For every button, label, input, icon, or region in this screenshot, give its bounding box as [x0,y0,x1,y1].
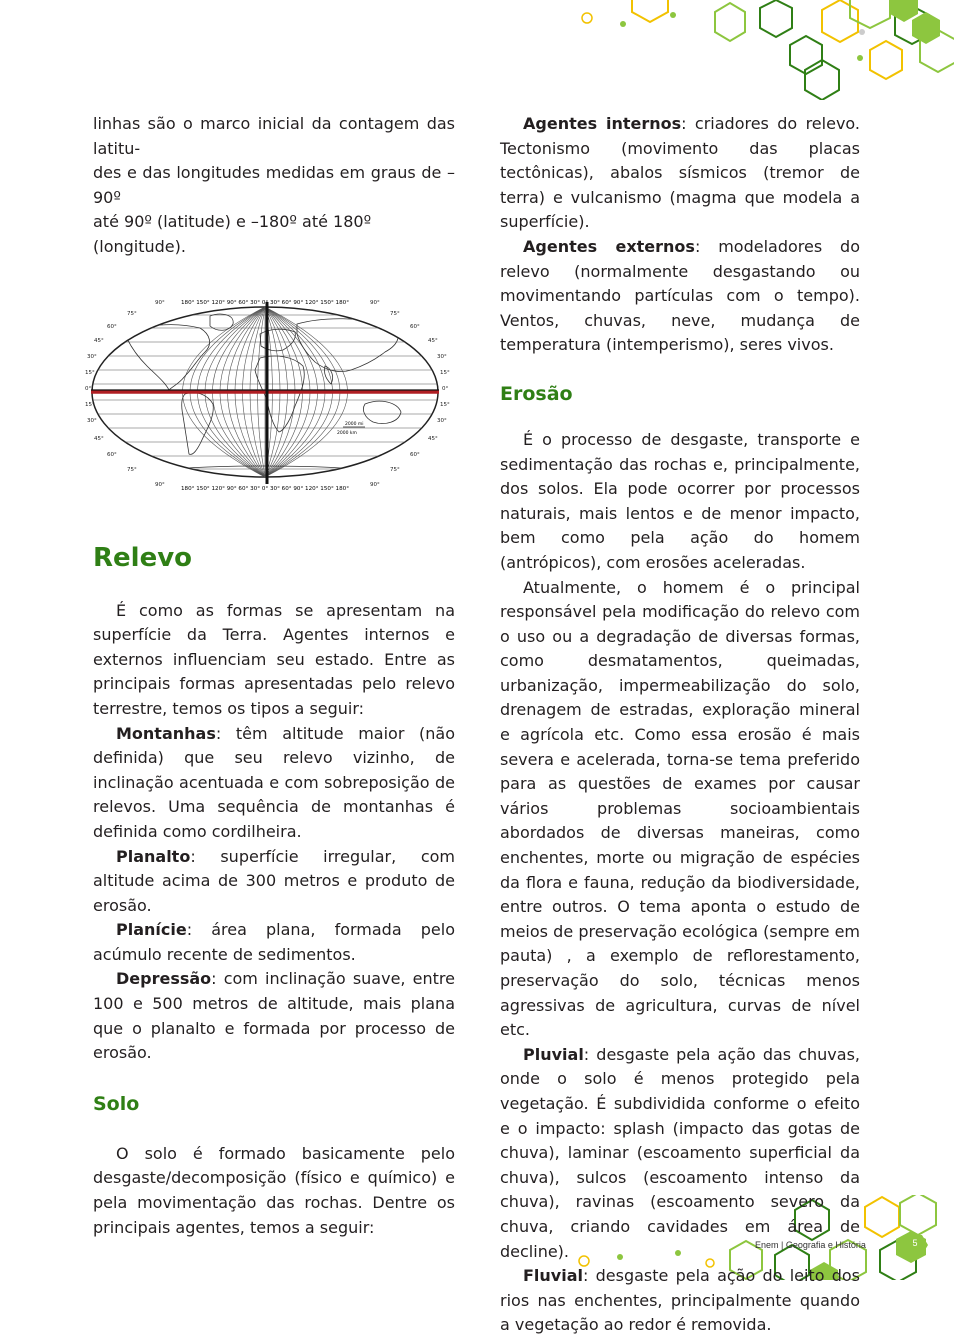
fluvial-term: Fluvial [523,1266,583,1286]
left-column [85,112,455,1240]
lat-left-75: 75° [127,310,137,317]
lat-left-s75: 75° [127,466,137,473]
lat-left-s15: 15° [85,401,95,408]
lat-right-s30: 30° [437,417,447,424]
lat-left-s45: 45° [94,435,104,442]
map-top-degree-labels: 180° 150° 120° 90° 60° 30° 0° 30° 60° 90° 120° 150° 180° [180,299,350,306]
lat-right-s60: 60° [410,451,420,458]
lat-left-30: 30° [87,353,97,360]
relevo-heading: Relevo [93,542,193,573]
planicie-item [93,918,455,967]
lat-right-75: 75° [390,310,400,317]
intro-line-2: des e das longitudes medidas em graus de –90º [93,163,455,207]
lat-right-0: 0° [442,385,449,392]
lat-right-90: 90° [370,299,380,306]
pluvial-item [500,1043,860,1264]
lat-left-60: 60° [107,323,117,330]
depressao-text: : com inclinação suave, entre 100 e 500 metros de altitude, mais plana que o planalto e formada por processo de erosão. [93,969,455,1063]
agentes-externos-text: : modeladores do relevo (normalmente desgastando ou movimentando partículas com o tempo). Ventos, chuvas, neve, mudança de temperatura (intemperismo), seres vivos. [500,236,861,355]
world-map [85,294,455,494]
lat-right-s75: 75° [390,466,400,473]
lat-right-15: 15° [440,369,450,376]
erosao-paragraph-1: É o processo de desgaste, transporte e sedimentação das rochas e, principalmente, dos solos. Ela pode ocorrer por processos naturais, mais lentos e de menor impacto, bem como pela ação do homem (antrópicos), com erosões aceleradas. [500,429,860,572]
lat-left-15: 15° [85,369,95,376]
planicie-term: Planície [116,920,187,940]
montanhas-term: Montanhas [116,723,216,743]
montanhas-item [93,722,455,845]
planicie-text: : área plana, formada pelo acúmulo recente de sedimentos. [93,920,455,964]
lat-left-s90: 90° [155,481,165,488]
hexagon-decoration-top [560,0,954,100]
agentes-internos-term: Agentes internos [523,114,682,133]
page-number: 5 [912,1238,918,1248]
lat-left-s30: 30° [87,417,97,424]
world-map-figure [85,294,455,494]
pluvial-term: Pluvial [523,1044,584,1064]
depressao-item [93,967,455,1065]
lat-right-60: 60° [410,323,420,330]
right-column [500,112,860,1338]
planalto-text: : superfície irregular, com altitude acima de 300 metros e produto de erosão. [93,846,455,915]
intro-line-3: até 90º (latitude) e –180º até 180º (longitude). [93,212,372,256]
relevo-paragraph: É como as formas se apresentam na superfície da Terra. Agentes internos e externos influenciam seu estado. Entre as principais formas apresentadas pelo relevo terrestre, temos os tipos a seguir: [93,600,455,718]
svg-text:2000 mi: 2000 mi [345,421,364,427]
lat-right-45: 45° [428,337,438,344]
solo-paragraph: O solo é formado basicamente pelo desgaste/decomposição (físico e químico) e pela movimentação das rochas. Dentre os principais agentes, temos a seguir: [93,1143,455,1237]
svg-text:2000 km: 2000 km [337,430,357,436]
lat-right-s90: 90° [370,481,380,488]
intro-line-1: linhas são o marco inicial da contagem das latitu- [93,114,455,158]
agentes-externos-item [500,235,860,358]
fluvial-text: : desgaste pela ação do leito dos rios nas enchentes, principalmente quando a vegetação ao redor é removida. [500,1266,860,1335]
footer-label: Enem | Geografia e História [755,1240,866,1250]
lat-left-0: 0° [85,385,92,392]
lat-left-s60: 60° [107,451,117,458]
agentes-externos-term: Agentes externos [523,236,695,256]
erosao-heading: Erosão [500,382,573,405]
fluvial-item [500,1264,860,1338]
lat-right-s45: 45° [428,435,438,442]
depressao-term: Depressão [116,969,212,989]
lat-left-45: 45° [94,337,104,344]
agentes-internos-text: : criadores do relevo. Tectonismo (movimento das placas tectônicas), abalos sísmicos (tremor de terra) e vulcanismo (magma que modela a superfície). [500,114,860,232]
lat-right-s15: 15° [440,401,450,408]
pluvial-text: : desgaste pela ação das chuvas, onde o solo é menos protegido pela vegetação. É subdividida conforme o efeito e o impacto: splash (impacto das gotas de chuva), laminar (escoamento superficial da chuva), sulcos (escoamento intenso da chuva), ravinas (escoamento severo da chuva, criando cavidades em área de decline). [500,1044,860,1261]
lat-left-90: 90° [155,299,165,306]
solo-heading: Solo [93,1092,140,1115]
lat-right-30: 30° [437,353,447,360]
erosao-paragraph-2: Atualmente, o homem é o principal responsável pela modificação do relevo com o uso ou a degradação de diversas formas, como desmatamentos, queimadas, urbanização, impermeabilização do solo, drenagem de estradas, exploração mineral e agrícola etc. Como essa erosão é mais severa e acelerada, torna-se tema preferido para as questões de exames por causar vários problemas socioambientais abordados de diversas maneiras, como enchentes, morte ou migração de espécies da flora e fauna, redução da biodiversidade, entre outros. O tema aponta o estudo de meios de preservação ecológica (sempre em pauta) , a exemplo de reflorestamento, preservação do solo, técnicas menos agressivas de agricultura, curvas de nível etc. [500,577,860,1040]
map-bottom-degree-labels: 180° 150° 120° 90° 60° 30° 0° 30° 60° 90° 120° 150° 180° [180,485,350,492]
montanhas-text: : têm altitude maior (não definida) que seu relevo vizinho, de inclinação acentuada e com sobreposição de relevos. Uma sequência de montanhas é definida como cordilheira. [93,723,455,841]
planalto-term: Planalto [116,846,191,866]
agentes-internos-item [500,112,860,235]
planalto-item [93,845,455,919]
